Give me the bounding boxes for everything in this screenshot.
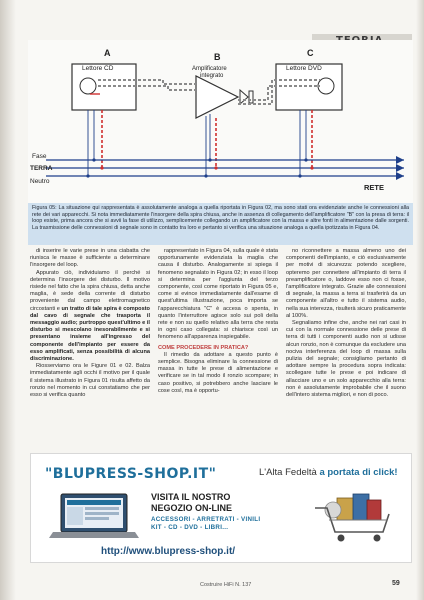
ad-tagline xyxy=(259,467,398,478)
ad-tagline-start: L'Alta Fedeltà xyxy=(259,467,317,478)
ground-label: TERRA xyxy=(30,165,53,172)
cd-player-label: Lettore CD xyxy=(82,65,114,72)
paragraph: Appurato ciò, individuiamo il perché si determina l'insorgere dei disturbo. Il motivo risiede nel fatto che la spira chiusa, detta anche maglia, è sede della corrente di disturbo proveniente dal campo elettromagnetico circostanti e xyxy=(30,269,150,312)
paragraph: di inserire le varie prese in una ciabatta che riunisca le masse è sufficiente a determinare l'insorgere del loop. xyxy=(30,248,150,269)
ad-headline-line2: NEGOZIO ON-LINE xyxy=(151,503,232,513)
diagram-label-a: A xyxy=(104,48,111,58)
page-binding-shadow xyxy=(0,0,16,600)
ad-headline-line1: VISITA IL NOSTRO xyxy=(151,492,231,502)
ad-product-line2: KIT - CD - DVD - LIBRI... xyxy=(151,524,229,531)
paragraph: no riconnettere a massa almeno uno dei componenti dell'impianto, e ciò esclusivamente per motivi di sicurezza: potendo scegliere, opteremo per connettere all'impianto di terra il preamplificatore o, laddove esso non ci fosse, l'amplificatore integrato. Grazie alle connessioni di segnale, la massa a terra si trasferirà da un componente all'altro e tutto il sistema audio, nella sua interezza, risulterà sicuro praticamente al 100%. xyxy=(286,248,407,319)
phase-label: Fase xyxy=(32,153,47,160)
page-edge-shadow xyxy=(416,0,424,600)
advertisement-banner[interactable] xyxy=(30,453,412,563)
ad-product-line1: ACCESSORI - ARRETRATI - VINILI xyxy=(151,516,261,523)
mains-label: RETE xyxy=(364,183,385,192)
ad-tagline-end: a portata di click! xyxy=(319,467,398,478)
highlighted-text: un tratto di tale spira è composto dal cavo di segnale che trasporta il messaggio audio; purtroppo quest'ultimo e il disturbo si mescolano inesorabilmente e si presentano insieme all'ingresso del componente dell'impianto per essere da esso amplificati, senza possibilità di alcuna discriminazione. xyxy=(30,305,150,363)
figure-caption: Figura 05: La situazione qui rappresentata è assolutamente analoga a quella riportata in Figura 02, ma sono stati ora evidenziate anche le connessioni alla rete dei vari apparecchi. Si nota immediatamente l'insorgere della spira chiusa, anche in assenza di collegamento dell'amplificatore "B" con la presa di terra: il loop esiste, prima ancora che si avvii la fase di utilizzo, semplicemente collegando un amplificatore con la massa e altre fonti in alimentazione dalle sorgenti. La trasmissione delle connessioni di segnale sono in contatto tra loro e pertanto si verifica una situazione analoga a quella ipotizzata in Figura 04. xyxy=(28,203,413,245)
ad-website-link[interactable]: http://www.blupress-shop.it/ xyxy=(101,546,236,557)
shopping-cart-icon xyxy=(309,490,395,546)
neutral-label: Neutro xyxy=(30,178,50,185)
dvd-player-label: Lettore DVD xyxy=(286,65,322,72)
wiring-diagram xyxy=(28,40,413,205)
magazine-footer: Costruire HiFi N. 137 xyxy=(200,582,252,588)
paragraph: Il rimedio da adottare a questo punto è semplice. Bisogna eliminare la connessione di massa in tutte le prese di alimentazione e verificare se in tal modo il ronzio scompare; in caso positivo, si potrebbero anche lasciare le cose così, ma è opportu- xyxy=(158,351,278,394)
ad-product-list xyxy=(151,516,260,532)
diagram-label-c: C xyxy=(307,48,314,58)
text-column-1 xyxy=(30,248,150,399)
text-column-3 xyxy=(286,248,406,399)
laptop-icon xyxy=(49,492,139,540)
ad-headline xyxy=(151,492,232,514)
amplifier-label-2: integrato xyxy=(200,73,224,79)
paragraph: Riosserviamo ora le Figure 01 e 02. Balza immediatamente agli occhi il motivo per il quale il sistema illustrato in Figura 01 risulta affetto da ronzio nel momento in cui constatiamo che per esso si verifica quanto xyxy=(30,363,150,399)
paragraph: Segnaliamo infine che, anche nei rari casi in cui con la normale connessione delle prese di terra di tutti i componenti audio non si udisse alcun ronzio, non è comunque da escludere una nociva interferenza del loop di massa sulla pulizia del segnale; consigliamo pertanto di adottare sempre la procedura sopra indicata: scollegare tutte le prese e poi indicare di allacciare uno e un solo apparecchio alla terra: non è assolutamente improbabile che il suono dell'intero sistema migliori, e non di poco. xyxy=(286,320,406,399)
text-column-2 xyxy=(158,248,278,395)
amplifier-label-1: Amplificatore xyxy=(192,66,227,72)
paragraph: rappresentato in Figura 04, sulla quale è stata opportunamente evidenziata la maglia che causa il disturbo. Analogamente si spiega il fenomeno segnalato in Figura 02; in esso il loop si determina per l'aggiunta del terzo componente, così come riportato in Figura 05 e, come si evince immediatamente dall'esame di quest'ultima illustrazione, poca importa se l'apparecchiatura "C" è accesa o spenta, in quanto l'interruttore agisce solo sui poli della rete e non su quello relativo alla terra che resta in ogni caso collegata: si chiarisce così un fenomeno all'apparenza inspiegabile. xyxy=(158,248,278,341)
subheading: COME PROCEDERE IN PRATICA? xyxy=(158,344,249,351)
diagram-label-b: B xyxy=(214,52,221,62)
ad-brand: "BLUPRESS-SHOP.IT" xyxy=(45,466,217,482)
page-number: 59 xyxy=(392,580,400,587)
